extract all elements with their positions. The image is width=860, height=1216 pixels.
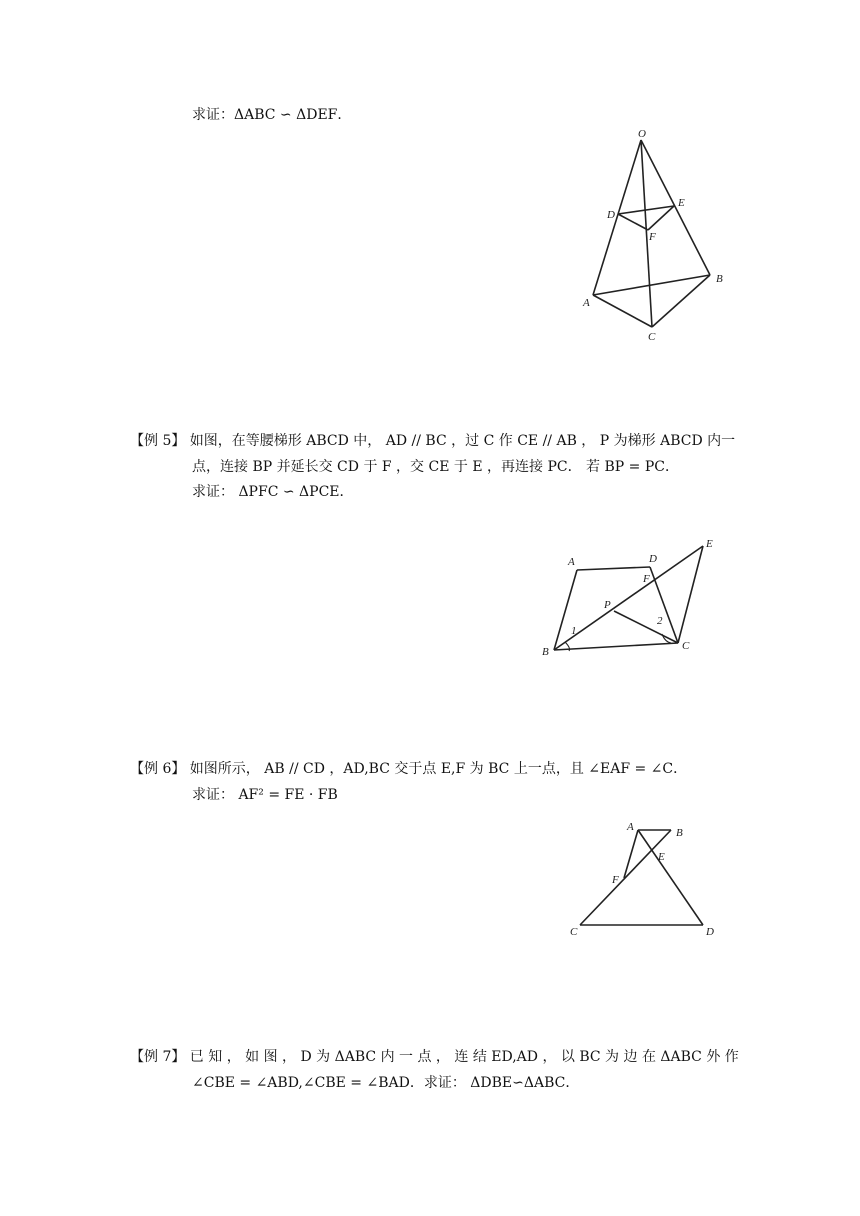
label-d: D (649, 553, 657, 565)
label-d: D (706, 926, 714, 938)
label-p: P (604, 599, 611, 611)
example-6-proof: 求证： AF² = FE · FB (192, 787, 338, 803)
label-d: D (607, 209, 615, 221)
segment-ab (554, 570, 577, 650)
segment-oa (593, 140, 641, 295)
segment-bc (554, 643, 678, 650)
label-f: F (612, 874, 619, 886)
example-7-line-1: 【例 7】 已 知 ， 如 图 ， D 为 ΔABC 内 一 点 ， 连 结 ED,AD ， 以 BC 为 边 在 ΔABC 外 作 (130, 1049, 739, 1065)
label-f: F (649, 231, 656, 243)
figure-trapezoid-abcd (535, 530, 735, 665)
label-o: O (638, 128, 646, 140)
label-a: A (568, 556, 575, 568)
example-7-line-2: ∠CBE = ∠ABD,∠CBE = ∠BAD．求证： ΔDBE∽ΔABC． (192, 1075, 580, 1091)
segment-ca (593, 295, 652, 327)
label-c: C (682, 640, 690, 652)
label-e: E (706, 538, 713, 550)
example-5-line-1: 【例 5】 如图，在等腰梯形 ABCD 中， AD // BC ，过 C 作 CE // AB ， P 为梯形 ABCD 内一 (130, 433, 736, 449)
figure-triangles-abc-def (570, 122, 740, 352)
label-angle-2: 2 (657, 615, 663, 627)
label-a: A (583, 297, 590, 309)
label-b: B (542, 646, 549, 658)
label-c: C (648, 331, 656, 343)
label-b: B (676, 827, 683, 839)
segment-ad (638, 830, 703, 925)
figure-parallel-ab-cd (560, 815, 720, 940)
segment-ab (593, 275, 710, 295)
proof-statement-ex4: 求证：ΔABC ∽ ΔDEF． (192, 107, 352, 123)
example-6-line-1: 【例 6】 如图所示， AB // CD ，AD,BC 交于点 E,F 为 BC 上一点，且 ∠EAF = ∠C． (130, 761, 688, 777)
segment-ob (641, 140, 710, 275)
label-angle-1: 1 (571, 625, 577, 637)
segment-fd (618, 214, 648, 230)
label-c: C (570, 926, 578, 938)
segment-bc (580, 830, 671, 925)
label-e: E (658, 851, 665, 863)
example-5-proof: 求证： ΔPFC ∽ ΔPCE． (192, 484, 354, 500)
segment-ad (577, 567, 650, 570)
label-e: E (678, 197, 685, 209)
label-a: A (627, 821, 634, 833)
label-f: F (643, 573, 650, 585)
example-5-line-2: 点，连接 BP 并延长交 CD 于 F ，交 CE 于 E ，再连接 PC． 若 BP = PC． (192, 459, 679, 475)
label-b: B (716, 273, 723, 285)
